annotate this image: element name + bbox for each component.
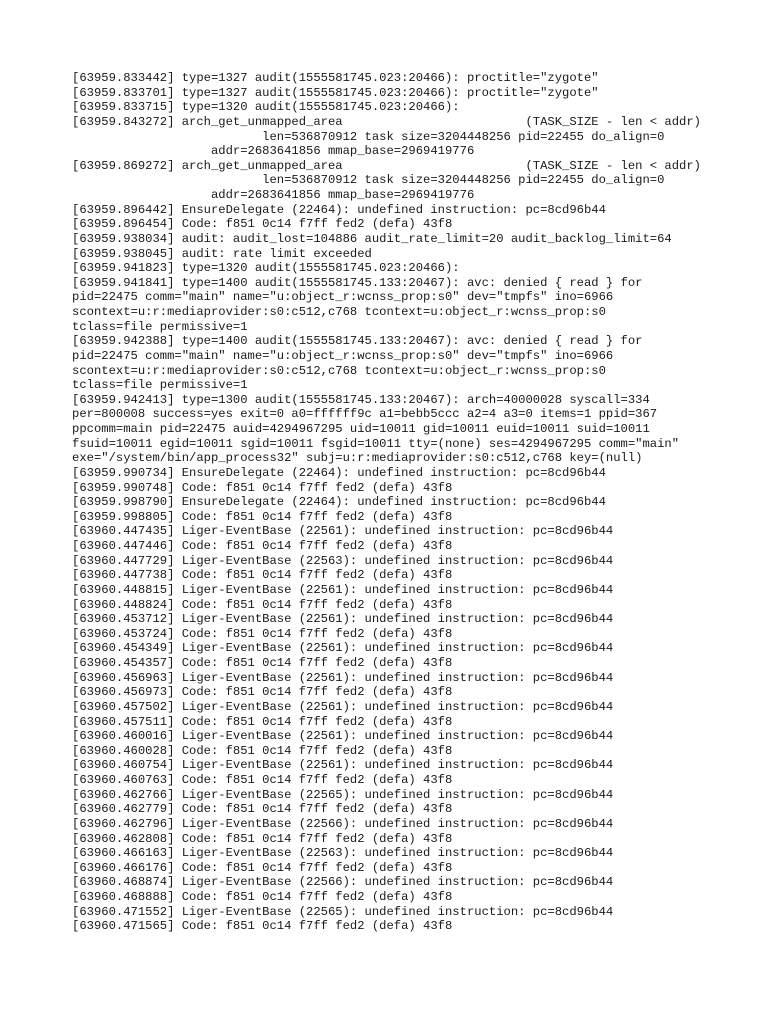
log-line: [63960.454349] Liger-EventBase (22561): undefined instruction: pc=8cd96b44: [72, 641, 614, 656]
log-line: tclass=file permissive=1: [72, 378, 248, 393]
log-line: [63959.938045] audit: rate limit exceeded: [72, 246, 372, 261]
log-line: [63959.938034] audit: audit_lost=104886 audit_rate_limit=20 audit_backlog_limit=64: [72, 231, 672, 246]
log-line: [63959.869272] arch_get_unmapped_area (TASK_SIZE - len < addr): [72, 158, 701, 173]
log-line: [63960.456973] Code: f851 0c14 f7ff fed2 (defa) 43f8: [72, 685, 453, 700]
kernel-log-text: [72, 71, 701, 934]
log-line: per=800008 success=yes exit=0 a0=ffffff9c a1=bebb5ccc a2=4 a3=0 items=1 ppid=367: [72, 407, 658, 422]
log-line: [63960.456963] Liger-EventBase (22561): undefined instruction: pc=8cd96b44: [72, 670, 614, 685]
log-line: [63959.942388] type=1400 audit(1555581745.133:20467): avc: denied { read } for: [72, 334, 643, 349]
log-line: [63960.448815] Liger-EventBase (22561): undefined instruction: pc=8cd96b44: [72, 582, 614, 597]
log-line: [63959.833715] type=1320 audit(1555581745.023:20466):: [72, 100, 460, 115]
log-line: addr=2683641856 mmap_base=2969419776: [72, 188, 475, 202]
log-line: [63959.941823] type=1320 audit(1555581745.023:20466):: [72, 261, 460, 276]
log-line: [63959.998805] Code: f851 0c14 f7ff fed2 (defa) 43f8: [72, 509, 453, 524]
log-line: [63960.462808] Code: f851 0c14 f7ff fed2 (defa) 43f8: [72, 831, 453, 846]
log-line: exe="/system/bin/app_process32" subj=u:r:mediaprovider:s0:c512,c768 key=(null): [72, 451, 643, 466]
log-line: [63960.447446] Code: f851 0c14 f7ff fed2 (defa) 43f8: [72, 539, 453, 553]
log-line: [63960.460016] Liger-EventBase (22561): undefined instruction: pc=8cd96b44: [72, 729, 614, 744]
log-line: [63960.462779] Code: f851 0c14 f7ff fed2 (defa) 43f8: [72, 802, 453, 817]
log-line: scontext=u:r:mediaprovider:s0:c512,c768 tcontext=u:object_r:wcnss_prop:s0: [72, 363, 606, 378]
log-line: [63960.447435] Liger-EventBase (22561): undefined instruction: pc=8cd96b44: [72, 524, 614, 539]
log-line: [63960.460763] Code: f851 0c14 f7ff fed2 (defa) 43f8: [72, 773, 453, 787]
log-line: tclass=file permissive=1: [72, 319, 248, 334]
log-line: [63960.468888] Code: f851 0c14 f7ff fed2 (defa) 43f8: [72, 890, 453, 904]
log-line: [63960.466176] Code: f851 0c14 f7ff fed2 (defa) 43f8: [72, 860, 453, 875]
log-line: [63960.471552] Liger-EventBase (22565): undefined instruction: pc=8cd96b44: [72, 904, 614, 919]
log-line: [63960.468874] Liger-EventBase (22566): undefined instruction: pc=8cd96b44: [72, 875, 614, 890]
log-line: [63960.460028] Code: f851 0c14 f7ff fed2 (defa) 43f8: [72, 743, 453, 758]
log-line: [63959.990734] EnsureDelegate (22464): undefined instruction: pc=8cd96b44: [72, 465, 606, 480]
log-line: [63960.457502] Liger-EventBase (22561): undefined instruction: pc=8cd96b44: [72, 699, 614, 714]
log-line: [63959.990748] Code: f851 0c14 f7ff fed2 (defa) 43f8: [72, 480, 453, 495]
log-line: [63960.466163] Liger-EventBase (22563): undefined instruction: pc=8cd96b44: [72, 846, 614, 861]
log-line: [63960.462766] Liger-EventBase (22565): undefined instruction: pc=8cd96b44: [72, 787, 614, 802]
log-line: [63960.453724] Code: f851 0c14 f7ff fed2 (defa) 43f8: [72, 626, 453, 641]
log-line: len=536870912 task size=3204448256 pid=22455 do_align=0: [72, 129, 665, 144]
log-line: [63959.843272] arch_get_unmapped_area (TASK_SIZE - len < addr): [72, 114, 701, 129]
log-line: len=536870912 task size=3204448256 pid=22455 do_align=0: [72, 173, 665, 188]
log-line: ppcomm=main pid=22475 auid=4294967295 uid=10011 gid=10011 euid=10011 suid=10011: [72, 422, 650, 436]
log-line: pid=22475 comm="main" name="u:object_r:wcnss_prop:s0" dev="tmpfs" ino=6966: [72, 290, 614, 305]
log-line: [63960.471565] Code: f851 0c14 f7ff fed2 (defa) 43f8: [72, 919, 453, 934]
log-line: [63959.833701] type=1327 audit(1555581745.023:20466): proctitle="zygote": [72, 85, 599, 100]
log-line: [63959.998790] EnsureDelegate (22464): undefined instruction: pc=8cd96b44: [72, 495, 606, 510]
log-line: [63960.448824] Code: f851 0c14 f7ff fed2 (defa) 43f8: [72, 597, 453, 612]
log-line: [63959.833442] type=1327 audit(1555581745.023:20466): proctitle="zygote": [72, 71, 599, 85]
log-line: [63959.896454] Code: f851 0c14 f7ff fed2 (defa) 43f8: [72, 217, 453, 232]
log-line: [63960.447738] Code: f851 0c14 f7ff fed2 (defa) 43f8: [72, 568, 453, 583]
log-line: [63960.453712] Liger-EventBase (22561): undefined instruction: pc=8cd96b44: [72, 612, 614, 627]
log-line: [63959.942413] type=1300 audit(1555581745.133:20467): arch=40000028 syscall=334: [72, 392, 650, 407]
log-line: [63959.896442] EnsureDelegate (22464): undefined instruction: pc=8cd96b44: [72, 202, 606, 217]
log-line: [63960.454357] Code: f851 0c14 f7ff fed2 (defa) 43f8: [72, 656, 453, 670]
log-line: [63959.941841] type=1400 audit(1555581745.133:20467): avc: denied { read } for: [72, 275, 643, 290]
log-line: [63960.462796] Liger-EventBase (22566): undefined instruction: pc=8cd96b44: [72, 816, 614, 831]
log-line: fsuid=10011 egid=10011 sgid=10011 fsgid=10011 tty=(none) ses=4294967295 comm="main": [72, 436, 680, 451]
log-line: [63960.457511] Code: f851 0c14 f7ff fed2 (defa) 43f8: [72, 714, 453, 729]
log-line: [63960.460754] Liger-EventBase (22561): undefined instruction: pc=8cd96b44: [72, 758, 614, 773]
log-line: addr=2683641856 mmap_base=2969419776: [72, 144, 475, 159]
log-line: pid=22475 comm="main" name="u:object_r:wcnss_prop:s0" dev="tmpfs" ino=6966: [72, 348, 614, 363]
log-line: scontext=u:r:mediaprovider:s0:c512,c768 tcontext=u:object_r:wcnss_prop:s0: [72, 305, 606, 319]
log-line: [63960.447729] Liger-EventBase (22563): undefined instruction: pc=8cd96b44: [72, 553, 614, 568]
